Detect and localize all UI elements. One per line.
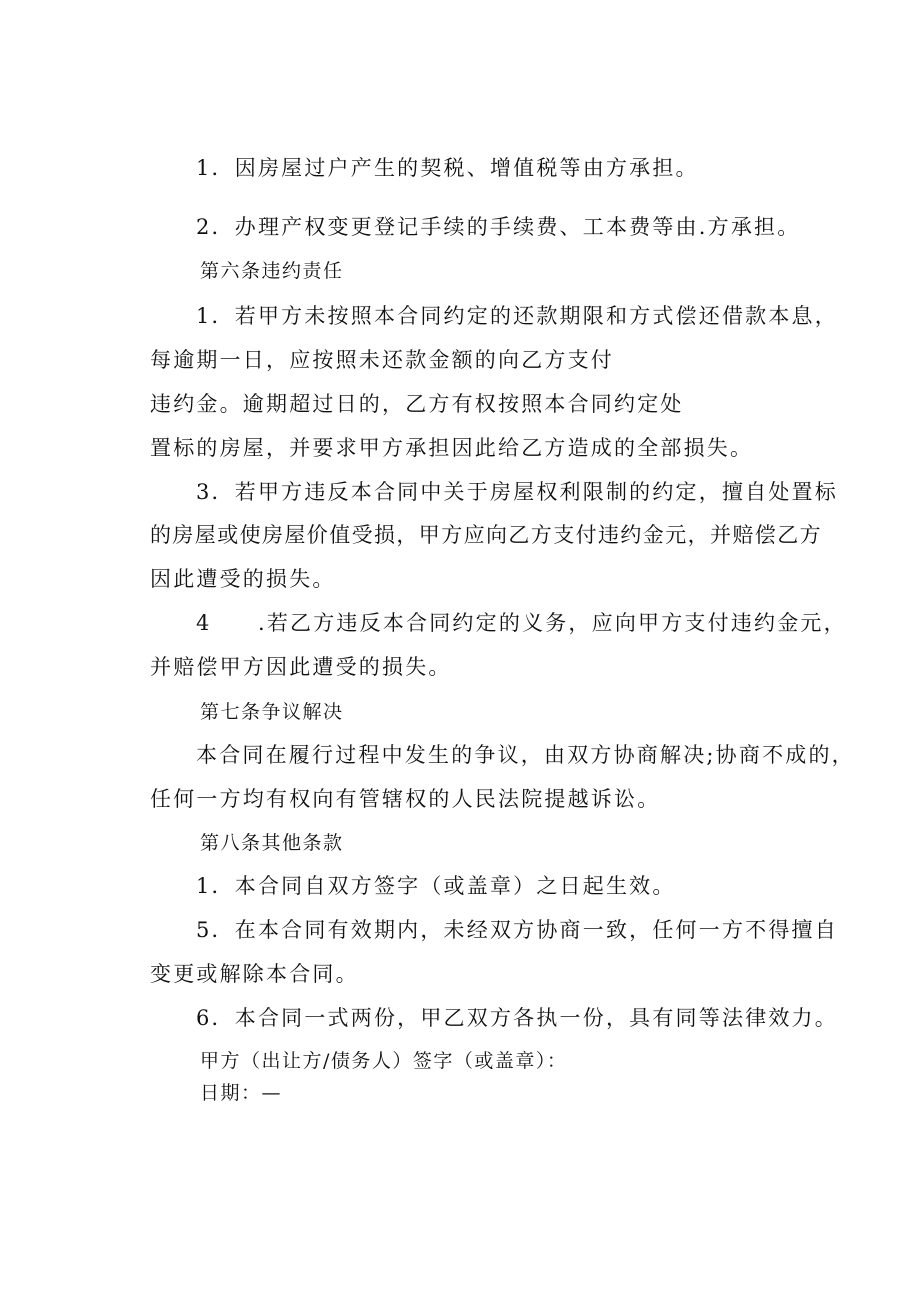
clause-8-item-5-line-1: 5．在本合同有效期内，未经双方协商一致，任何一方不得擅自 (196, 918, 838, 942)
clause-6-item-1-line-3: 违约金。逾期超过日的，乙方有权按照本合同约定处 (150, 392, 684, 416)
clause-6-item-3-line-3: 因此遭受的损失。 (150, 567, 336, 591)
clause-8-item-6: 6．本合同一式两份，甲乙双方各执一份，具有同等法律效力。 (196, 1006, 838, 1030)
clause-6-item-1-line-4: 置标的房屋，并要求甲方承担因此给乙方造成的全部损失。 (150, 436, 754, 460)
clause-6-item-3-line-1: 3．若甲方违反本合同中关于房屋权利限制的约定，擅自处置标 (196, 480, 838, 504)
clause-6-item-4-line-2: 并赔偿甲方因此遭受的损失。 (150, 655, 452, 679)
clause-6-item-1-line-1: 1．若甲方未按照本合同约定的还款期限和方式偿还借款本息， (196, 304, 838, 328)
clause-5-item-2: 2．办理产权变更登记手续的手续费、工本费等由.方承担。 (196, 215, 801, 239)
clause-7-text-line-2: 任何一方均有权向有管辖权的人民法院提越诉讼。 (150, 787, 661, 811)
section-heading-6: 第六条违约责任 (200, 260, 344, 282)
clause-6-item-1-line-2: 每逾期一日，应按照未还款金额的向乙方支付 (150, 348, 614, 372)
section-heading-8: 第八条其他条款 (200, 832, 344, 854)
clause-6-item-4-line-1: 4 .若乙方违反本合同约定的义务，应向甲方支付违约金元， (196, 611, 847, 635)
section-heading-7: 第七条争议解决 (200, 701, 344, 723)
date-label: 日期：— (200, 1082, 283, 1104)
clause-5-item-1: 1．因房屋过户产生的契税、增值税等由方承担。 (196, 156, 699, 180)
clause-8-item-5-line-2: 变更或解除本合同。 (150, 962, 359, 986)
clause-6-item-3-line-2: 的房屋或使房屋价值受损，甲方应向乙方支付违约金元，并赔偿乙方 (150, 523, 822, 547)
party-a-signature-label: 甲方（出让方/债务人）签字（或盖章）： (200, 1050, 568, 1072)
clause-8-item-1: 1．本合同自双方签字（或盖章）之日起生效。 (196, 874, 676, 898)
clause-7-text-line-1: 本合同在履行过程中发生的争议，由双方协商解决;协商不成的， (196, 743, 855, 767)
